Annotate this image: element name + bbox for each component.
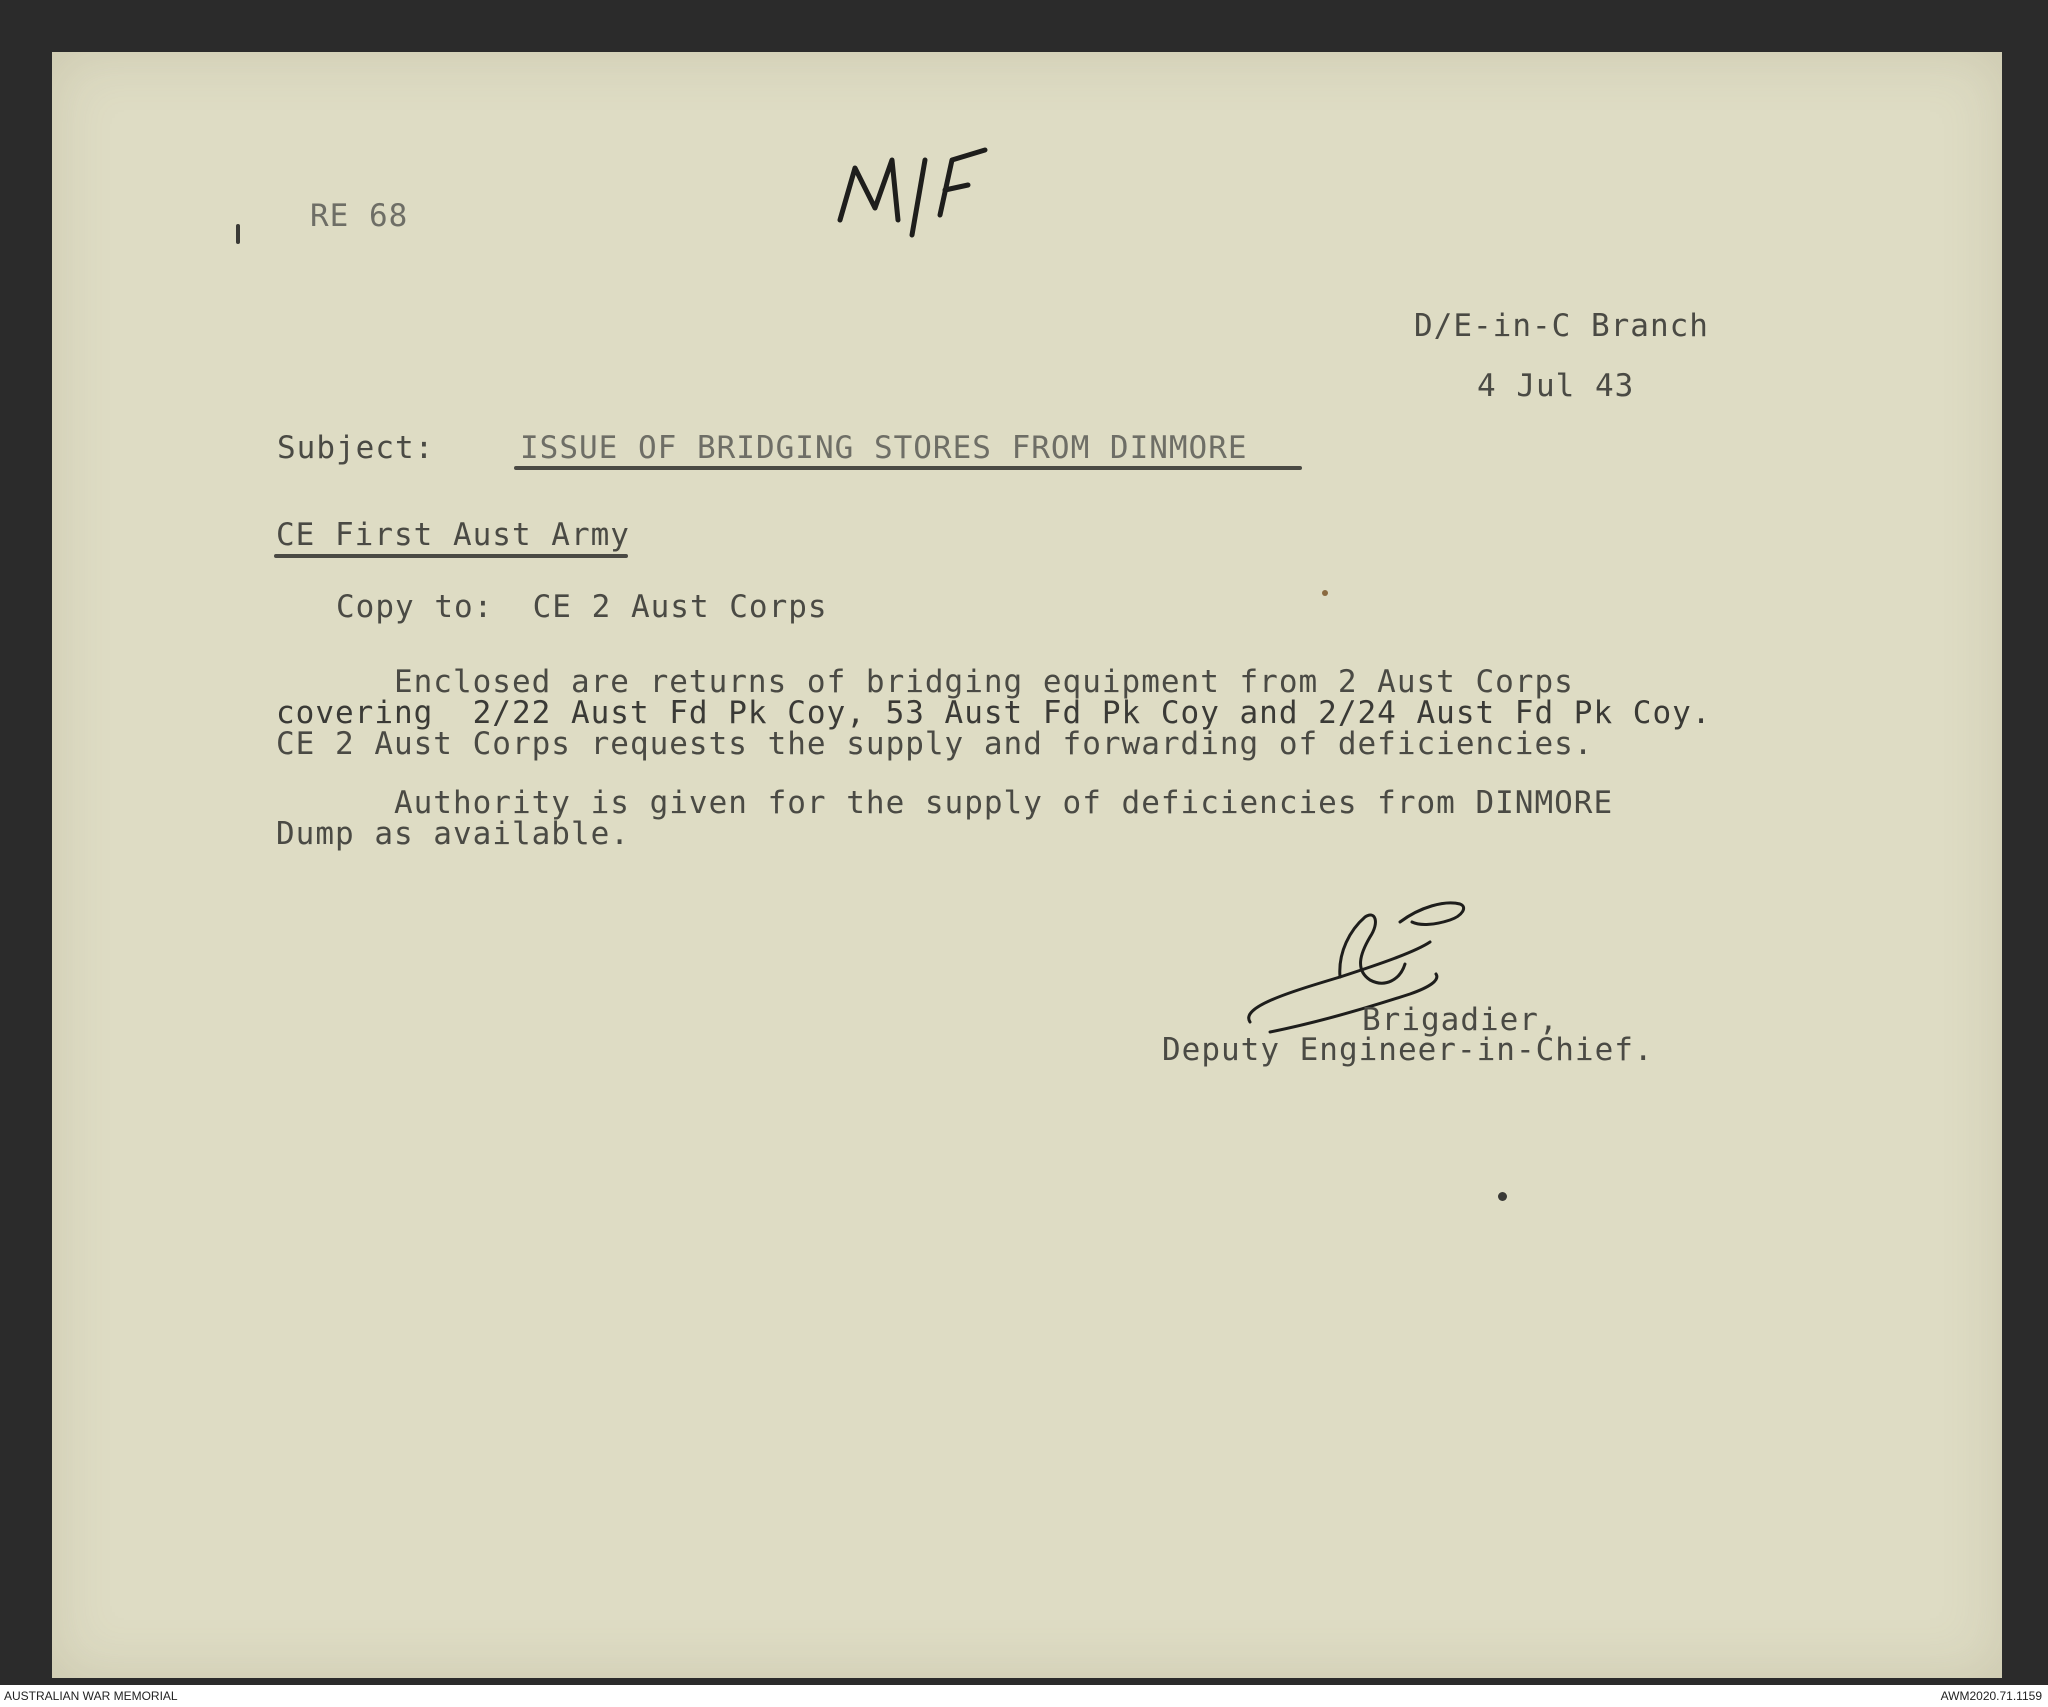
document-page bbox=[52, 52, 2002, 1678]
copy-to-line: Copy to: CE 2 Aust Corps bbox=[336, 589, 828, 625]
body-paragraph-1-line-3: CE 2 Aust Corps requests the supply and forwarding of deficiencies. bbox=[276, 726, 1594, 762]
ink-dot bbox=[1322, 590, 1328, 596]
footer-source: AUSTRALIAN WAR MEMORIAL bbox=[4, 1689, 178, 1703]
handwritten-mf-annotation bbox=[780, 120, 1020, 240]
subject-text: ISSUE OF BRIDGING STORES FROM DINMORE bbox=[520, 430, 1248, 466]
body-paragraph-1-line-1: Enclosed are returns of bridging equipment from 2 Aust Corps bbox=[276, 664, 1574, 700]
document-date: 4 Jul 43 bbox=[1477, 368, 1635, 404]
body-paragraph-2-line-1: Authority is given for the supply of deficiencies from DINMORE bbox=[276, 785, 1614, 821]
signature-rank: Brigadier, bbox=[1362, 1002, 1559, 1038]
signature-title: Deputy Engineer-in-Chief. bbox=[1162, 1032, 1654, 1068]
subject-label: Subject: bbox=[277, 430, 435, 466]
archive-footer bbox=[0, 1685, 2048, 1707]
file-reference: RE 68 bbox=[310, 198, 409, 234]
footer-accession-number: AWM2020.71.1159 bbox=[1940, 1689, 2042, 1703]
pencil-mark bbox=[236, 224, 240, 244]
subject-underline bbox=[514, 466, 1302, 470]
body-paragraph-2-line-2: Dump as available. bbox=[276, 816, 630, 852]
body-paragraph-1-line-2: covering 2/22 Aust Fd Pk Coy, 53 Aust Fd Pk Coy and 2/24 Aust Fd Pk Coy. bbox=[276, 695, 1712, 731]
branch-name: D/E-in-C Branch bbox=[1414, 308, 1709, 344]
addressee-underline bbox=[274, 554, 628, 558]
ink-dot bbox=[1498, 1192, 1507, 1201]
addressee: CE First Aust Army bbox=[276, 517, 630, 553]
